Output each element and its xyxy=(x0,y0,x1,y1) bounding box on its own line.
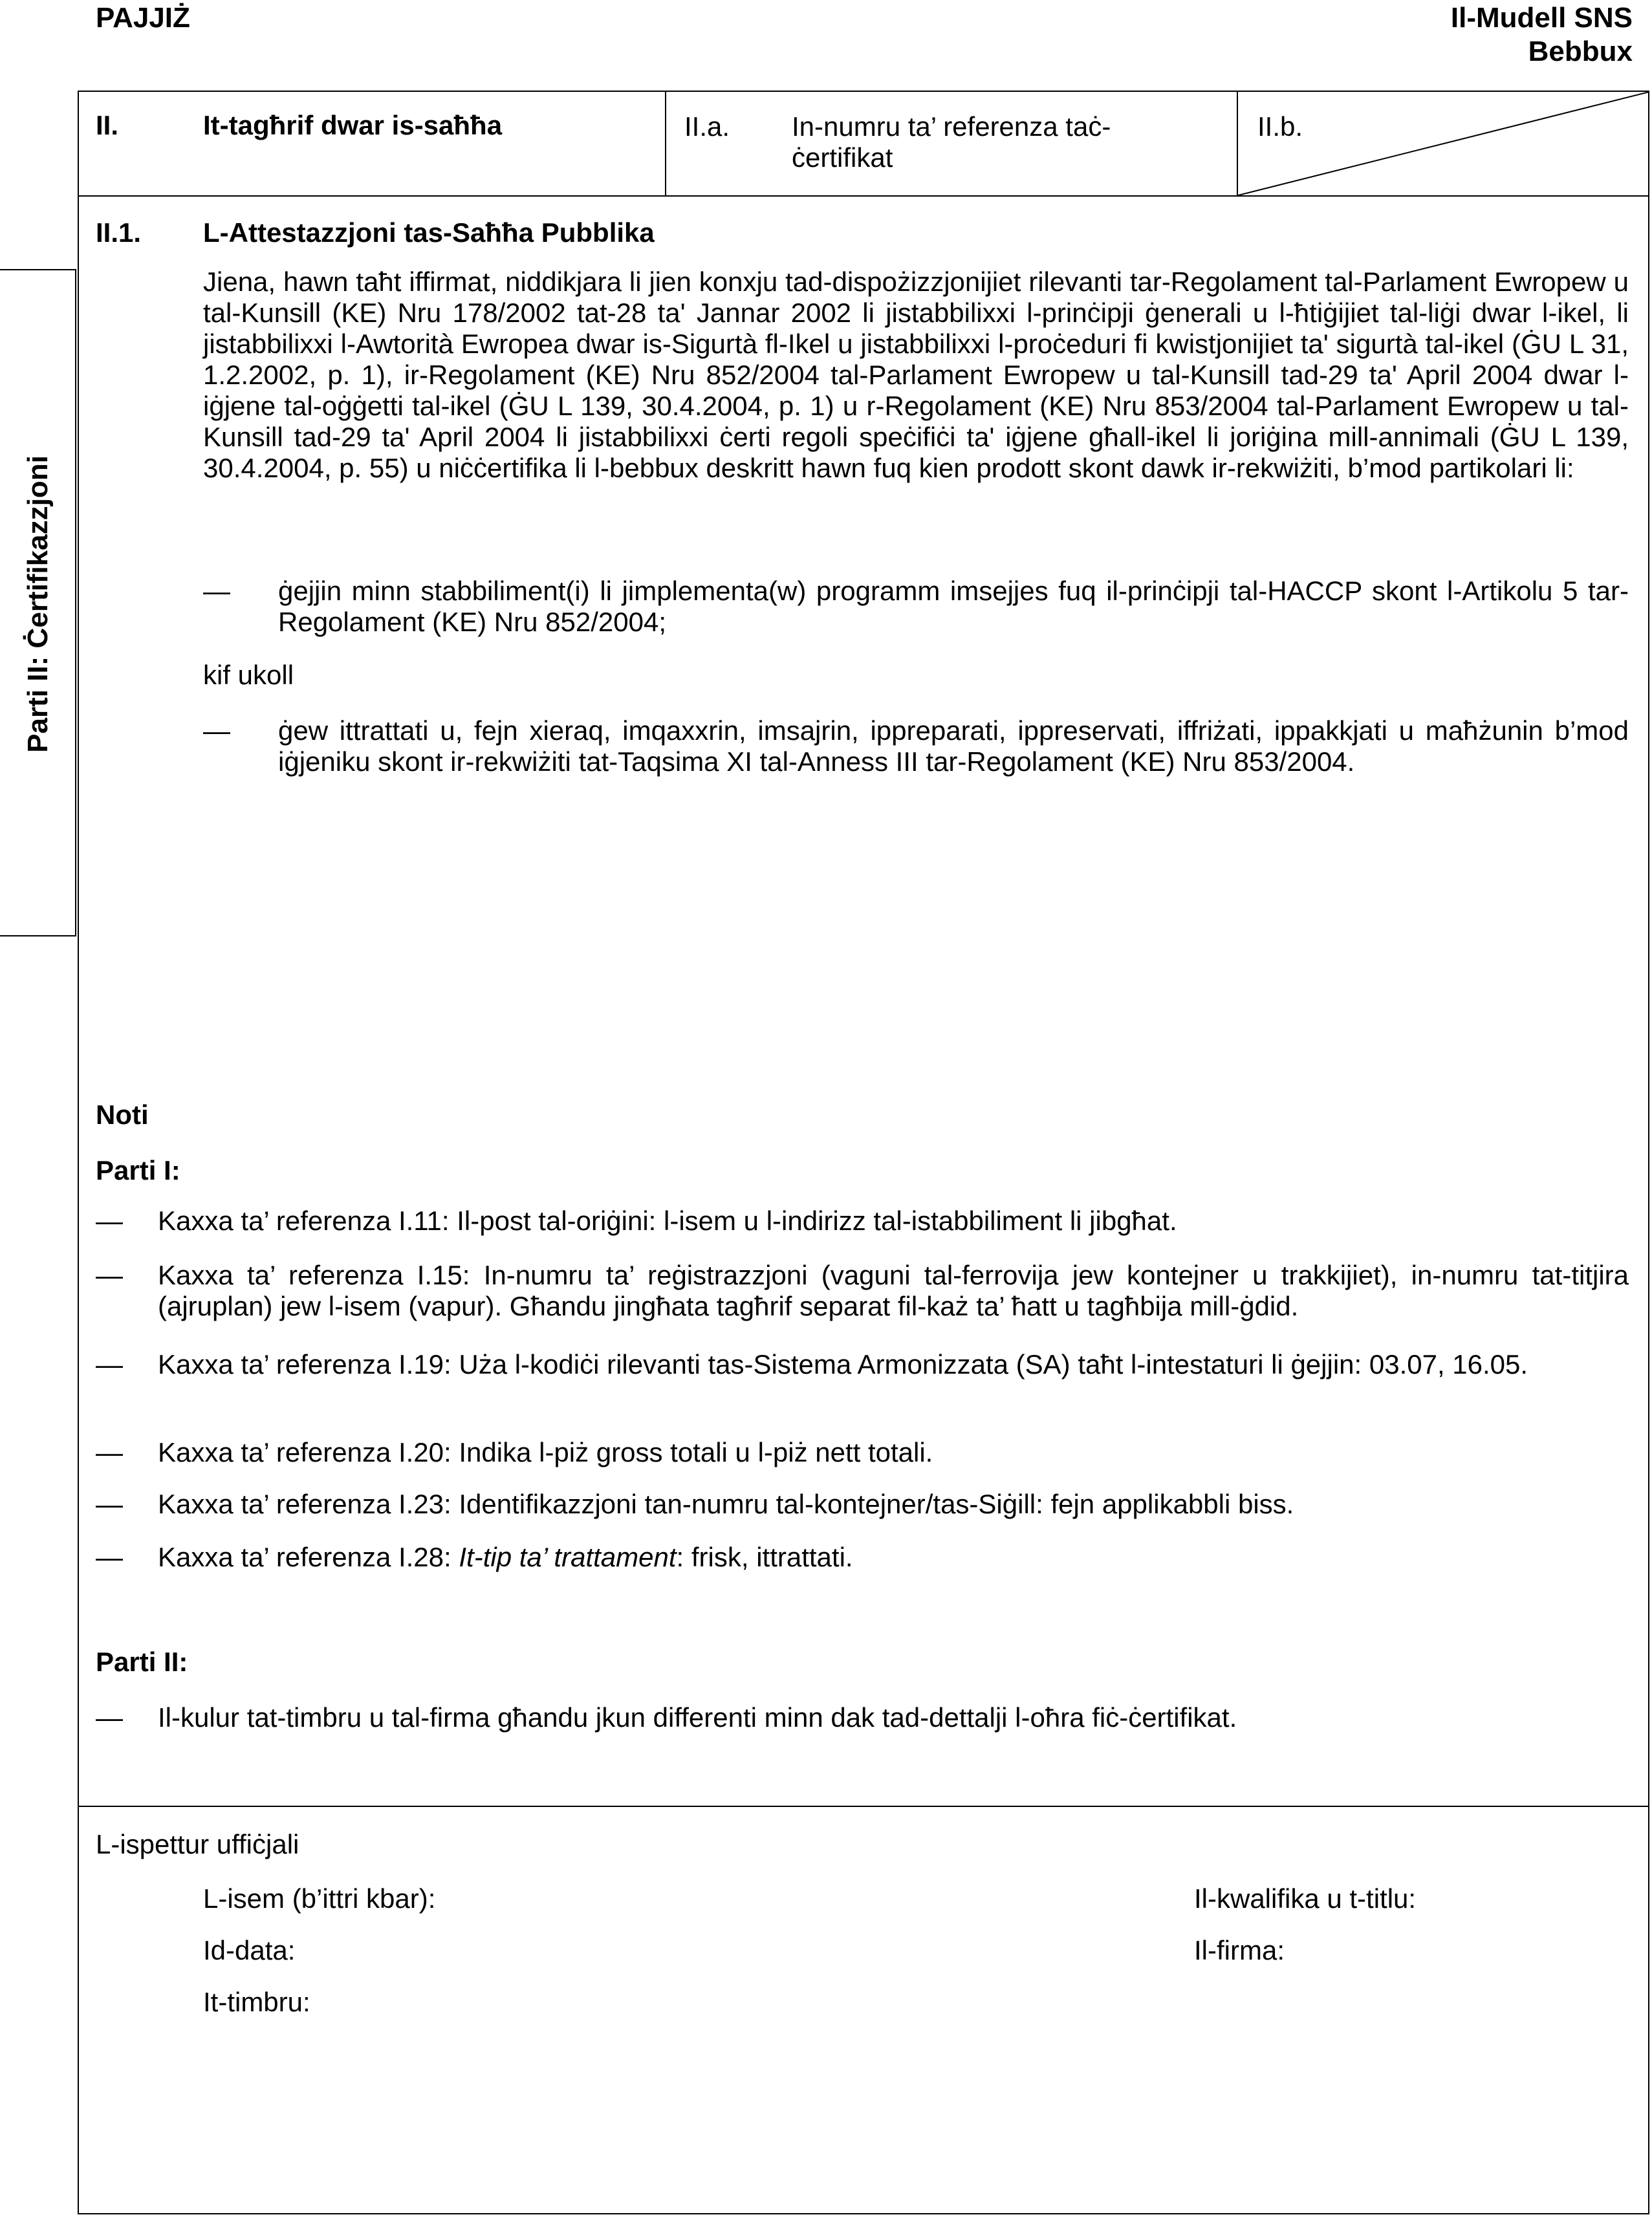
note-item-italic: It-tip ta’ trattament xyxy=(459,1542,677,1572)
note-dash: — xyxy=(96,1702,123,1733)
page-header-right xyxy=(1451,1,1633,69)
note-item: Kaxxa ta’ referenza I.23: Identifikazzjoni tan-numru tal-kontejner/tas-Siġill: fejn applikabbli biss. xyxy=(158,1489,1294,1519)
page-header-left: PAJJIŻ xyxy=(96,2,190,34)
note-item: Kaxxa ta’ referenza I.15: In-numru ta’ reġistrazzjoni (vaguni tal-ferrovija jew kontejner u trakkijiet), in-numru tat-titjira (ajruplan) jew l-isem (vapur). Għandu jingħata tagħrif separat fil-każ ta’ ħatt u tagħbija mill-ġdid. xyxy=(158,1260,1629,1321)
note-item xyxy=(158,1542,1629,1573)
notes-part2-title: Parti II: xyxy=(96,1647,188,1677)
notes-title: Noti xyxy=(96,1099,149,1130)
sidebar-label-wrap xyxy=(0,270,76,938)
note-item-suffix: : frisk, ittrattati. xyxy=(676,1542,853,1572)
inspector-title: L-ispettur uffiċjali xyxy=(96,1829,299,1859)
section-title: It-tagħrif dwar is-saħħa xyxy=(203,110,503,140)
divider xyxy=(665,91,666,197)
note-dash: — xyxy=(96,1489,123,1519)
note-dash: — xyxy=(96,1349,123,1379)
note-item: Kaxxa ta’ referenza I.19: Uża l-kodiċi rilevanti tas-Sistema Armonizzata (SA) taħt l-intestaturi li ġejjin: 03.07, 16.05. xyxy=(158,1349,1528,1379)
ref-a-label: II.a. xyxy=(684,111,730,142)
bullet-dash: — xyxy=(203,576,230,606)
notes-part1-title: Parti I: xyxy=(96,1155,180,1185)
divider xyxy=(78,1806,1649,1807)
inspector-date-label: Id-data: xyxy=(203,1935,296,1965)
inspector-stamp-label: It-timbru: xyxy=(203,1987,310,2017)
note-dash: — xyxy=(96,1260,123,1290)
inspector-qualification-label: Il-kwalifika u t-titlu: xyxy=(1194,1883,1417,1914)
note-item: Kaxxa ta’ referenza I.11: Il-post tal-oriġini: l-isem u l-indirizz tal-istabbiliment li jibgħat. xyxy=(158,1206,1177,1236)
attestation-conjunction: kif ukoll xyxy=(203,660,294,690)
section-number: II. xyxy=(96,110,119,140)
note-item: Il-kulur tat-timbru u tal-firma għandu jkun differenti minn dak tad-dettalji l-oħra fiċ-ċertifikat. xyxy=(158,1702,1237,1733)
note-item-prefix: Kaxxa ta’ referenza I.28: xyxy=(158,1542,459,1572)
model-label: Il-Mudell SNS xyxy=(1450,2,1633,34)
note-dash: — xyxy=(96,1542,123,1572)
attestation-bullet-1: ġejjin minn stabbiliment(i) li jimplementa(w) programm imsejjes fuq il-prinċipji tal-HACCP skont l-Artikolu 5 tar-Regolament (KE) Nru 852/2004; xyxy=(278,576,1629,637)
attestation-title: L-Attestazzjoni tas-Saħħa Pubblika xyxy=(203,217,655,248)
note-dash: — xyxy=(96,1437,123,1467)
bullet-dash: — xyxy=(203,715,230,746)
ref-b-label: II.b. xyxy=(1257,111,1303,142)
attestation-body: Jiena, hawn taħt iffirmat, niddikjara li jien konxju tad-dispożizzjonijiet rilevanti tar-Regolament tal-Parlament Ewropew u tal-Kunsill (KE) Nru 178/2002 tat-28 ta' Jannar 2002 li jistabbilixxi l-prinċipji ġenerali u l-ħtiġijiet tal-liġi dwar l-ikel, li jistabbilixxi l-Awtorità Ewropea dwar is-Sigurtà fl-Ikel u jistabbilixxi l-proċeduri fi kwistjonijiet ta' sigurtà tal-ikel (ĠU L 31, 1.2.2002, p. 1), ir-Regolament (KE) Nru 852/2004 tal-Parlament Ewropew u tal-Kunsill tad-29 ta' April 2004 dwar l-iġjene tal-oġġetti tal-ikel (ĠU L 139, 30.4.2004, p. 1) u r-Regolament (KE) Nru 853/2004 tal-Parlament Ewropew u tal-Kunsill tad-29 ta' April 2004 li jistabbilixxi ċerti regoli speċifiċi ta' iġjene għall-ikel li joriġina mill-annimali (ĠU L 139, 30.4.2004, p. 55) u niċċertifika li l-bebbux deskritt hawn fuq kien prodott skont dawk ir-rekwiżiti, b’mod partikolari li: xyxy=(203,266,1629,483)
commodity-label: Bebbux xyxy=(1528,36,1633,67)
inspector-signature-label: Il-firma: xyxy=(1194,1935,1285,1965)
sidebar-label: Parti II: Ċertifikazzjoni xyxy=(22,455,54,753)
ref-b-diagonal xyxy=(1238,91,1649,197)
attestation-bullet-2: ġew ittrattati u, fejn xieraq, imqaxxrin, imsajrin, ippreparati, ippreservati, iffriżati, ippakkjati u maħżunin b’mod iġjeniku skont ir-rekwiżiti tat-Taqsima XI tal-Anness III tar-Regolament (KE) Nru 853/2004. xyxy=(278,715,1629,777)
note-dash: — xyxy=(96,1206,123,1236)
inspector-name-label: L-isem (b’ittri kbar): xyxy=(203,1883,436,1914)
sidebar-box xyxy=(0,269,76,936)
note-item: Kaxxa ta’ referenza I.20: Indika l-piż gross totali u l-piż nett totali. xyxy=(158,1437,933,1467)
certificate-reference-field: In-numru ta’ referenza taċ-ċertifikat xyxy=(792,111,1111,173)
attestation-number: II.1. xyxy=(96,217,142,248)
